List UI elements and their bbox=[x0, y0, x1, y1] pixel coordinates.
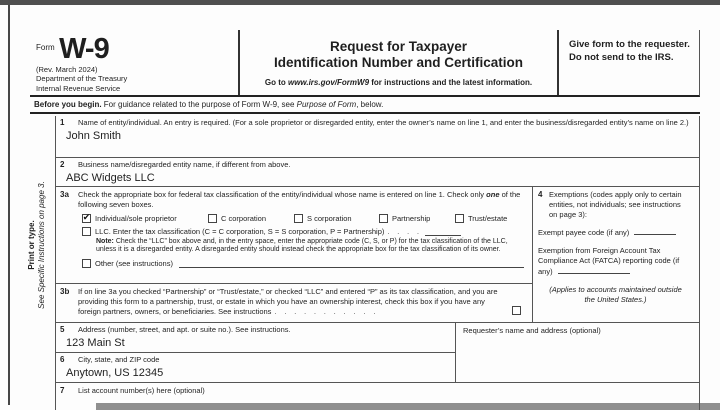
tax-classification-options bbox=[82, 214, 532, 223]
line-7-label: List account number(s) here (optional) bbox=[78, 386, 205, 395]
line-3b-label: If on line 3a you checked “Partnership” or “Trust/estate,” or checked “LLC” and entered “P” as its tax classification, and you are providing this form to a partnership, trust, or estate in which you have an ownership interest, check this box if you have any foreign partners, owners, or beneficiaries. See instructions . . . . . . . . . . . bbox=[78, 287, 498, 316]
form-word: Form bbox=[36, 43, 55, 52]
scan-edge-left bbox=[8, 5, 10, 405]
other-entry-field[interactable] bbox=[179, 259, 524, 268]
checkbox-c-corporation[interactable] bbox=[208, 214, 217, 223]
other-label: Other (see instructions) bbox=[95, 259, 173, 268]
line-6-city-row bbox=[56, 353, 455, 382]
checkbox-trust-estate[interactable] bbox=[455, 214, 464, 223]
print-or-type-sidebar: Print or type. See Specific Instructions on page 3. bbox=[27, 181, 47, 309]
checkbox-other[interactable] bbox=[82, 259, 91, 268]
fatca-code-field[interactable] bbox=[558, 266, 630, 274]
line-5-number: 5 bbox=[60, 325, 65, 334]
business-name-field[interactable]: ABC Widgets LLC bbox=[66, 171, 155, 184]
irs-url: www.irs.gov/FormW9 bbox=[287, 77, 370, 87]
classification-left-column bbox=[56, 187, 533, 322]
line-2-number: 2 bbox=[60, 160, 65, 169]
agency-line: Internal Revenue Service bbox=[36, 83, 121, 93]
checkbox-partnership[interactable] bbox=[379, 214, 388, 223]
checkbox-foreign-partners[interactable] bbox=[512, 306, 521, 315]
before-you-begin-row: Before you begin. For guidance related to the purpose of Form W-9, see Purpose of Form, below. bbox=[30, 97, 700, 114]
label-trust-estate: Trust/estate bbox=[468, 213, 508, 223]
scan-edge-top bbox=[0, 0, 720, 5]
line-2-label: Business name/disregarded entity name, if different from above. bbox=[78, 160, 291, 169]
line-1-number: 1 bbox=[60, 118, 65, 127]
line-3a-label: Check the appropriate box for federal tax classification of the entity/individual whose name is entered on line 1. Check only one of the following seven boxes. bbox=[78, 190, 521, 209]
city-state-zip-field[interactable]: Anytown, US 12345 bbox=[66, 366, 164, 379]
llc-label: LLC. Enter the tax classification (C = C corporation, S = S corporation, P = Partnership) bbox=[95, 226, 385, 236]
label-individual-sole-proprietor: Individual/sole proprietor bbox=[95, 213, 177, 223]
exempt-payee-code-field[interactable] bbox=[634, 227, 676, 235]
line-2-business-row bbox=[56, 158, 699, 187]
checkbox-s-corporation[interactable] bbox=[294, 214, 303, 223]
form-number: W-9 bbox=[59, 33, 109, 65]
form-id-block bbox=[30, 30, 238, 95]
line-1-name-row bbox=[56, 116, 699, 158]
goto-instructions-line: Go to www.irs.gov/FormW9 for instructions and the latest information. bbox=[264, 77, 533, 87]
other-option-row bbox=[82, 259, 524, 268]
fatca-row bbox=[537, 246, 694, 276]
line-3a-section bbox=[56, 187, 532, 284]
llc-dot-leader: . . . . bbox=[387, 228, 423, 236]
line-4-number: 4 bbox=[538, 190, 543, 199]
line-7-number: 7 bbox=[60, 386, 65, 395]
line-3b-dot-leader: . . . . . . . . . . . bbox=[274, 308, 379, 316]
line-3b-section bbox=[56, 284, 532, 322]
exempt-payee-row bbox=[537, 227, 694, 238]
page-title: Request for Taxpayer Identification Number and Certification bbox=[273, 39, 524, 70]
checkbox-llc[interactable] bbox=[82, 227, 91, 236]
llc-code-entry-field[interactable] bbox=[425, 227, 461, 236]
llc-note: Note: Check the “LLC” box above and, in the entry space, enter the appropriate code (C, S, or P) for the tax classification of the LLC, unless it is a disregarded entity. A disregarded entity should instead check the appropriate box for the tax classification of its owner. bbox=[96, 237, 508, 254]
line-7-account-row bbox=[56, 383, 699, 396]
line-4-label: Exemptions (codes apply only to certain entities, not individuals; see instructions on page 3): bbox=[549, 190, 682, 219]
line-3b-number: 3b bbox=[60, 287, 70, 296]
address-section bbox=[56, 323, 699, 383]
llc-option-row bbox=[82, 227, 524, 236]
line-5-address-row bbox=[56, 323, 455, 353]
checkmark-icon: ✔ bbox=[82, 212, 91, 222]
exempt-payee-label: Exempt payee code (if any) bbox=[538, 228, 630, 238]
form-title-block bbox=[238, 30, 559, 95]
classification-section bbox=[56, 187, 699, 323]
label-partnership: Partnership bbox=[392, 213, 431, 223]
dept-line: Department of the Treasury bbox=[36, 74, 128, 84]
fatca-label: Exemption from Foreign Account Tax Compliance Act (FATCA) reporting code (if any) bbox=[538, 246, 680, 276]
form-revision: (Rev. March 2024) bbox=[36, 65, 98, 74]
line-6-label: City, state, and ZIP code bbox=[78, 355, 160, 364]
name-field[interactable]: John Smith bbox=[66, 129, 122, 142]
checkbox-individual-sole-proprietor[interactable] bbox=[82, 214, 91, 223]
line-3a-number: 3a bbox=[60, 190, 69, 199]
give-form-note: Give form to the requester. Do not send to the IRS. bbox=[569, 39, 690, 63]
requester-label: Requester’s name and address (optional) bbox=[463, 326, 601, 335]
form-header bbox=[30, 30, 700, 97]
label-c-corporation: C corporation bbox=[221, 213, 267, 223]
requester-name-address-box[interactable] bbox=[456, 323, 699, 382]
label-s-corporation: S corporation bbox=[307, 213, 352, 223]
line-6-number: 6 bbox=[60, 355, 65, 364]
line-4-exemptions-box bbox=[533, 187, 699, 322]
address-field[interactable]: 123 Main St bbox=[66, 336, 125, 349]
address-left-column bbox=[56, 323, 456, 382]
form-body bbox=[55, 116, 700, 410]
applies-note: (Applies to accounts maintained outside the United States.) bbox=[549, 285, 682, 304]
line-5-label: Address (number, street, and apt. or suite no.). See instructions. bbox=[78, 325, 291, 334]
line-1-label: Name of entity/individual. An entry is required. (For a sole proprietor or disregarded entity, enter the owner’s name on line 1, and enter the business/disregarded entity’s name on line 2.) bbox=[78, 118, 689, 127]
